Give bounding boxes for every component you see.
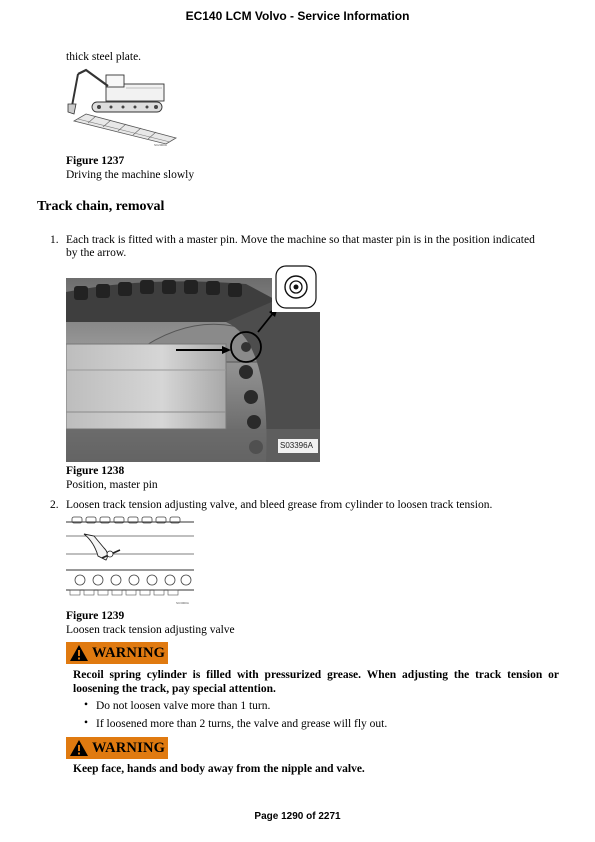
warning-banner-2 <box>66 737 168 759</box>
warning-1-text-line2: loosening the track, pay special attention. <box>73 683 276 695</box>
figure-1238-caption: Position, master pin <box>66 479 158 491</box>
bullet-2-marker: • <box>84 717 89 729</box>
figure-1239-image <box>66 514 194 606</box>
figure-1239-caption: Loosen track tension adjusting valve <box>66 624 235 636</box>
warning-1-bullet-1: Do not loosen valve more than 1 turn. <box>96 700 271 712</box>
warning-banner-1 <box>66 642 168 664</box>
figure-1238-title: Figure 1238 <box>66 465 125 477</box>
warning-triangle-icon <box>69 739 89 757</box>
warning-triangle-icon <box>69 644 89 662</box>
step-2-text: Loosen track tension adjusting valve, and bleed grease from cylinder to loosen track tension. <box>66 499 493 511</box>
page-footer: Page 1290 of 2271 <box>254 811 341 822</box>
intro-text: thick steel plate. <box>66 51 142 63</box>
warning-label-1: WARNING <box>92 644 166 661</box>
step-1-text-line1: Each track is fitted with a master pin. Move the machine so that master pin is in the position indicated <box>66 234 535 246</box>
bullet-1-marker: • <box>84 699 89 711</box>
step-2-number: 2. <box>50 499 59 511</box>
section-title: Track chain, removal <box>37 199 165 214</box>
figure-1238-code: S03396A <box>280 441 313 450</box>
figure-1237-title: Figure 1237 <box>66 155 125 167</box>
warning-1-bullet-2: If loosened more than 2 turns, the valve and grease will fly out. <box>96 718 388 730</box>
svg-text:SC2000A: SC2000A <box>154 143 167 147</box>
warning-2-text: Keep face, hands and body away from the nipple and valve. <box>73 763 365 775</box>
page-header: EC140 LCM Volvo - Service Information <box>185 9 410 23</box>
warning-1-text-line1: Recoil spring cylinder is filled with pressurized grease. When adjusting the track tension or <box>73 669 559 681</box>
svg-text:SC3000A: SC3000A <box>176 601 189 605</box>
figure-1237-image <box>66 66 182 148</box>
figure-1238-image <box>66 262 320 462</box>
step-1-text-line2: by the arrow. <box>66 247 127 259</box>
step-1-number: 1. <box>50 234 59 246</box>
figure-1237-caption: Driving the machine slowly <box>66 169 195 181</box>
warning-label-2: WARNING <box>92 739 166 756</box>
figure-1239-title: Figure 1239 <box>66 610 125 622</box>
